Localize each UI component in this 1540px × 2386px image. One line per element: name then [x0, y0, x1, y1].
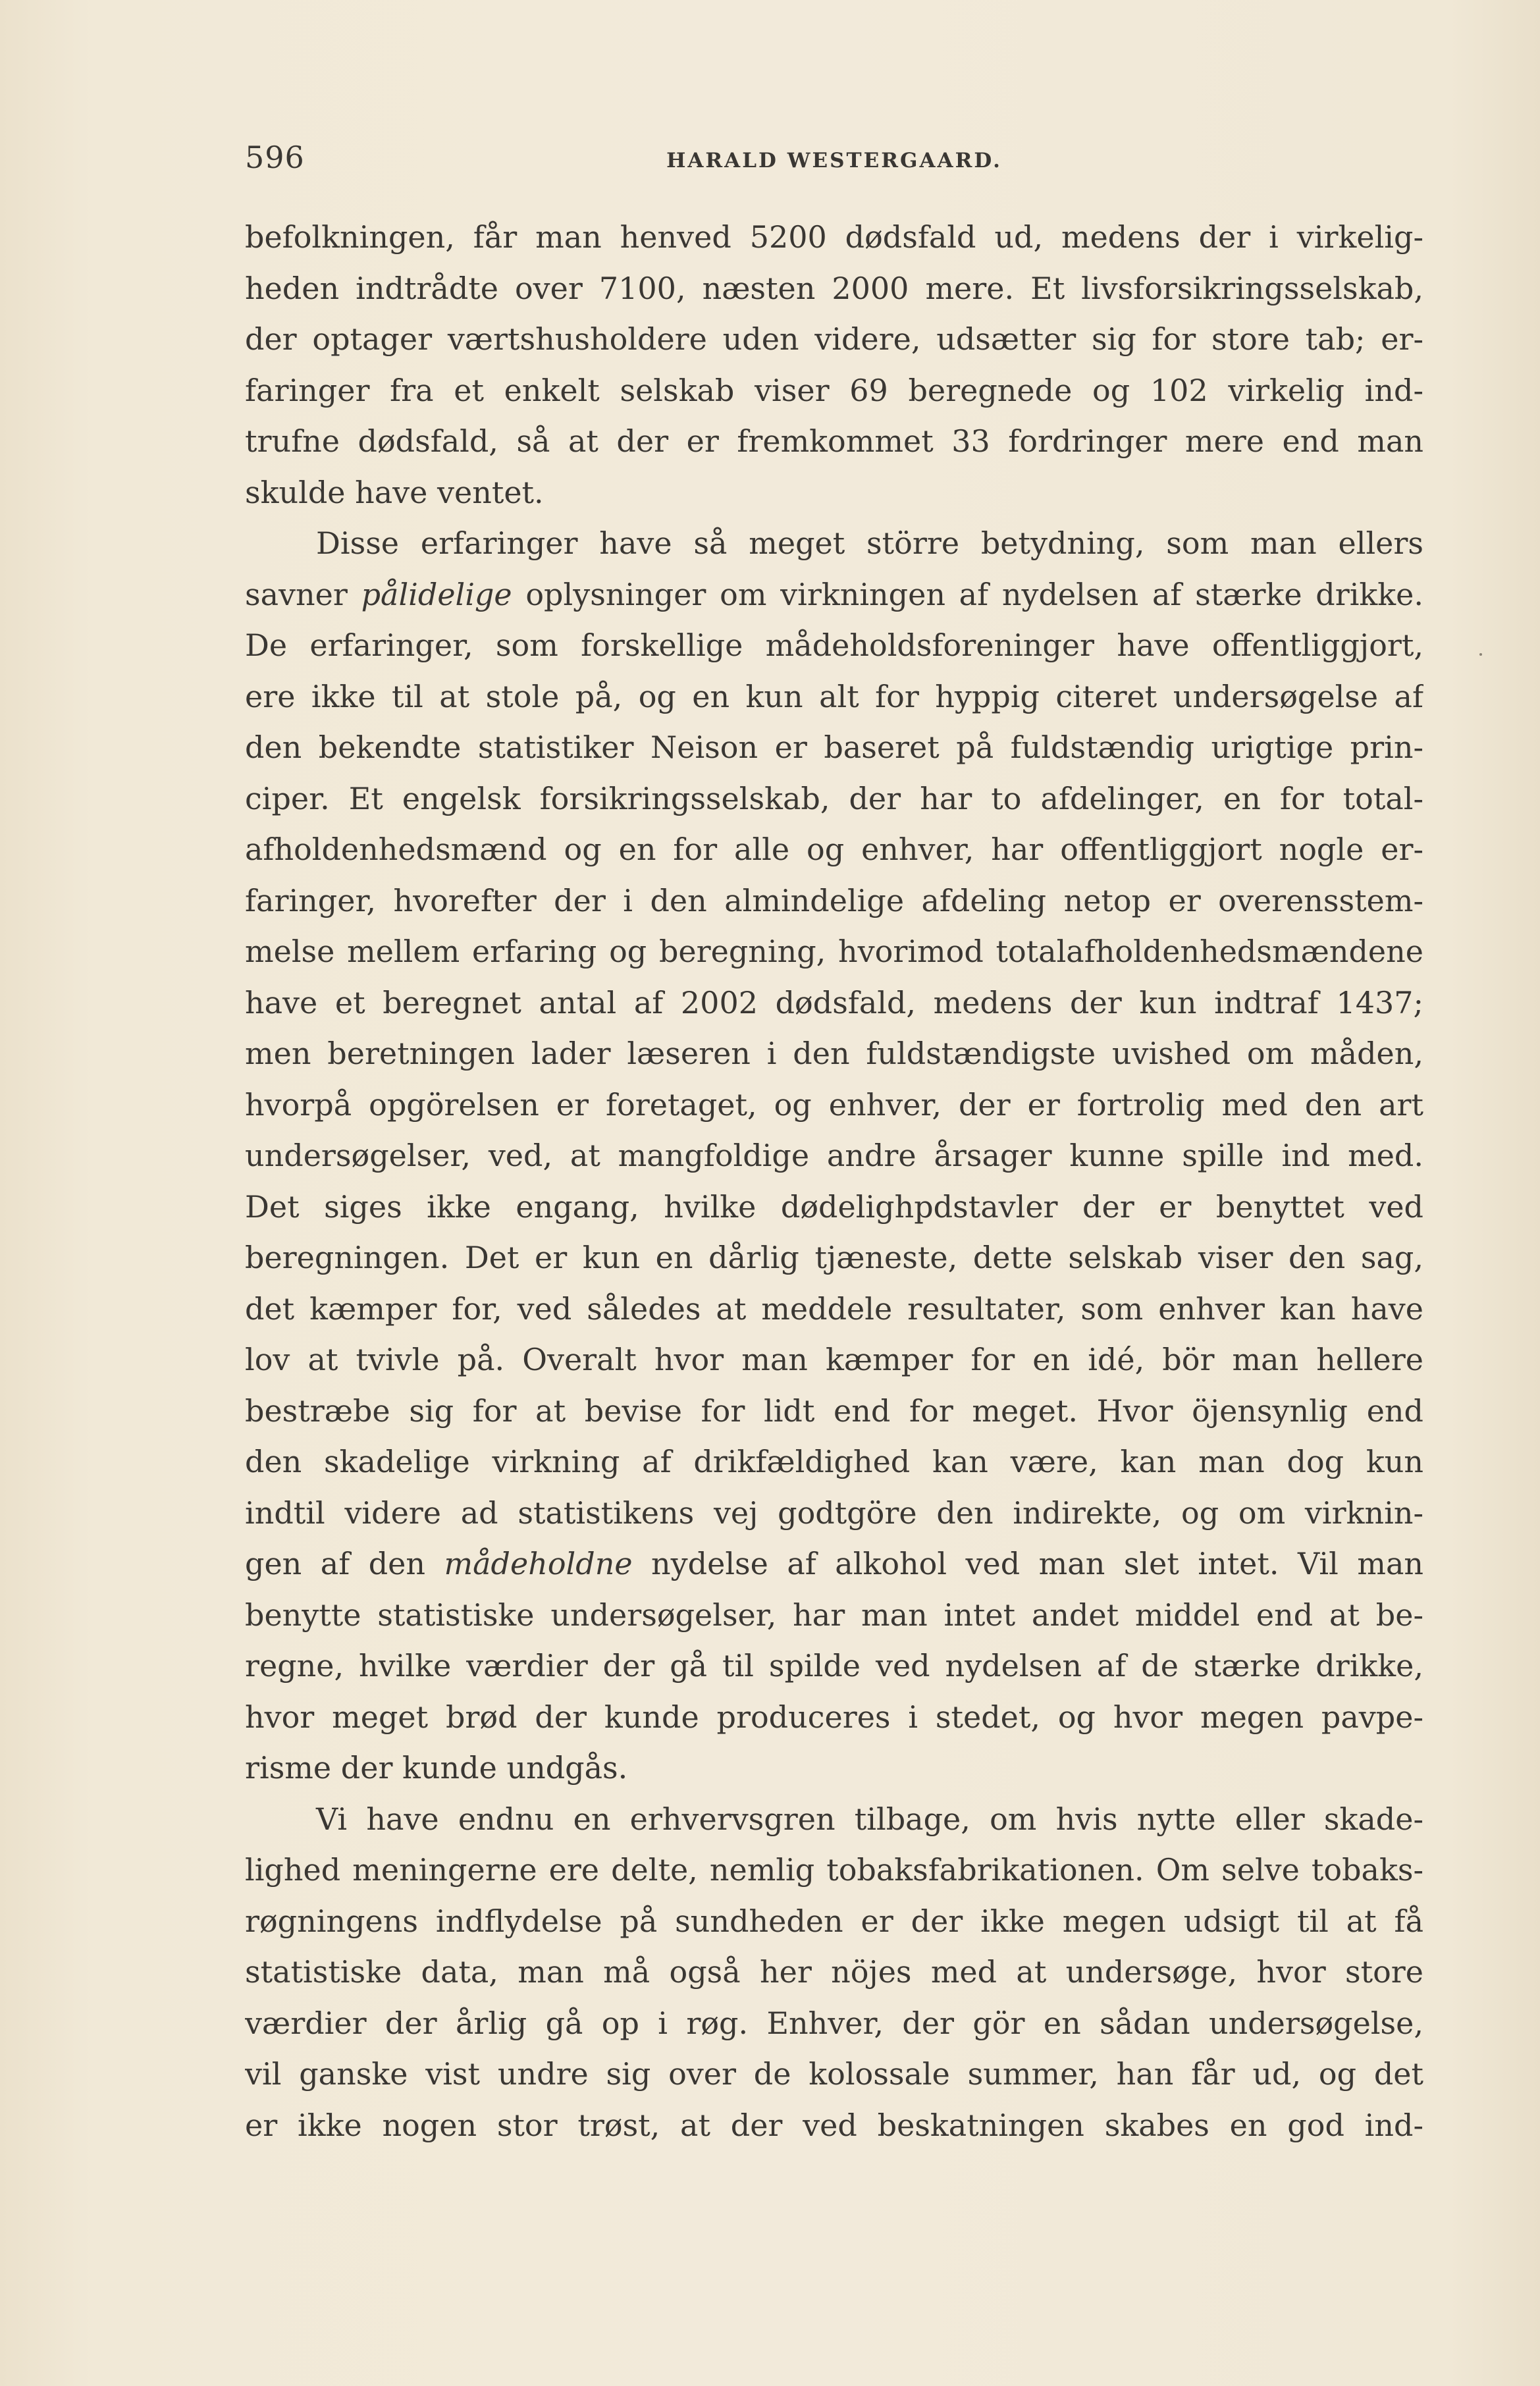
text-line: der optager værtshusholdere uden videre, udsætter sig for store tab; er- — [245, 321, 1423, 357]
text-line: vil ganske vist undre sig over de kolossale summer, han får ud, og det — [245, 2056, 1423, 2092]
text-line: det kæmper for, ved således at meddele resultater, som enhver kan have — [245, 1290, 1423, 1327]
text-line: skulde have ventet. — [245, 474, 544, 510]
text-line — [245, 1539, 1423, 1590]
text-line: Det siges ikke engang, hvilke dødelighpdstavler der er benyttet ved — [245, 1188, 1423, 1225]
text-line: De erfaringer, som forskellige mådeholdsforeninger have offentliggjort, — [245, 627, 1423, 663]
text-line: faringer, hvorefter der i den almindelige afdeling netop er overensstem- — [245, 882, 1423, 918]
page-number: 596 — [245, 140, 305, 175]
text-line: er ikke nogen stor trøst, at der ved beskatningen skabes en god ind- — [245, 2107, 1423, 2143]
text-line: Disse erfaringer have så meget större betydning, som man ellers — [316, 525, 1423, 561]
text-line: benytte statistiske undersøgelser, har man intet andet middel end at be- — [245, 1597, 1423, 1633]
text-line: indtil videre ad statistikens vej godtgöre den indirekte, og om virknin- — [245, 1495, 1423, 1531]
text-segment: gen af den — [245, 1546, 444, 1581]
page-header — [245, 140, 1423, 186]
paper-speck — [1479, 653, 1482, 656]
text-line: bestræbe sig for at bevise for lidt end for meget. Hvor öjensynlig end — [245, 1392, 1423, 1429]
italic-phrase: mådeholdne — [444, 1546, 633, 1581]
text-line: undersøgelser, ved, at mangfoldige andre årsager kunne spille ind med. — [245, 1138, 1423, 1173]
text-line: ciper. Et engelsk forsikringsselskab, der har to afdelinger, en for total- — [245, 780, 1423, 816]
text-line: afholdenhedsmænd og en for alle og enhver, har offentliggjort nogle er- — [245, 832, 1423, 867]
text-line — [245, 570, 1423, 621]
text-line: røgningens indflydelse på sundheden er der ikke megen udsigt til at få — [245, 1903, 1423, 1939]
text-line: risme der kunde undgås. — [245, 1750, 628, 1786]
text-line: den skadelige virkning af drikfældighed kan være, kan man dog kun — [245, 1444, 1423, 1479]
text-line: beregningen. Det er kun en dårlig tjæneste, dette selskab viser den sag, — [245, 1240, 1423, 1275]
text-segment: oplysninger om virkningen af nydelsen af stærke drikke. — [512, 576, 1423, 612]
text-line: regne, hvilke værdier der gå til spilde ved nydelsen af de stærke drikke, — [245, 1648, 1423, 1683]
text-line: værdier der årlig gå op i røg. Enhver, der gör en sådan undersøgelse, — [245, 2005, 1423, 2041]
text-line: lov at tvivle på. Overalt hvor man kæmper for en idé, bör man hellere — [245, 1342, 1423, 1377]
text-line: befolkningen, får man henved 5200 dødsfald ud, medens der i virkelig- — [245, 219, 1423, 255]
text-line: faringer fra et enkelt selskab viser 69 beregnede og 102 virkelig ind- — [245, 372, 1423, 408]
text-line: have et beregnet antal af 2002 dødsfald, medens der kun indtraf 1437; — [245, 984, 1423, 1021]
text-line: Vi have endnu en erhvervsgren tilbage, om hvis nytte eller skade- — [316, 1801, 1423, 1837]
text-line: hvorpå opgörelsen er foretaget, og enhver, der er fortrolig med den art — [245, 1086, 1423, 1123]
text-line: trufne dødsfald, så at der er fremkommet 33 fordringer mere end man — [245, 423, 1423, 459]
text-segment: nydelse af alkohol ved man slet intet. Vil man — [632, 1546, 1423, 1581]
text-segment: savner — [245, 576, 361, 612]
body-text — [245, 212, 1423, 2151]
text-line: hvor meget brød der kunde produceres i stedet, og hvor megen pavpe- — [245, 1699, 1423, 1735]
italic-phrase: pålidelige — [361, 576, 512, 612]
text-line: statistiske data, man må også her nöjes med at undersøge, hvor store — [245, 1954, 1423, 1990]
text-line: men beretningen lader læseren i den fuldstændigste uvished om måden, — [245, 1036, 1423, 1071]
text-line: ere ikke til at stole på, og en kun alt for hyppig citeret undersøgelse af — [245, 678, 1423, 714]
running-head: HARALD WESTERGAARD. — [666, 149, 1002, 172]
text-line: den bekendte statistiker Neison er baseret på fuldstændig urigtige prin- — [245, 729, 1423, 765]
text-line: lighed meningerne ere delte, nemlig tobaksfabrikationen. Om selve tobaks- — [245, 1852, 1423, 1888]
text-line: melse mellem erfaring og beregning, hvorimod totalafholdenhedsmændene — [245, 934, 1423, 969]
text-line: heden indtrådte over 7100, næsten 2000 mere. Et livsforsikringsselskab, — [245, 270, 1423, 306]
